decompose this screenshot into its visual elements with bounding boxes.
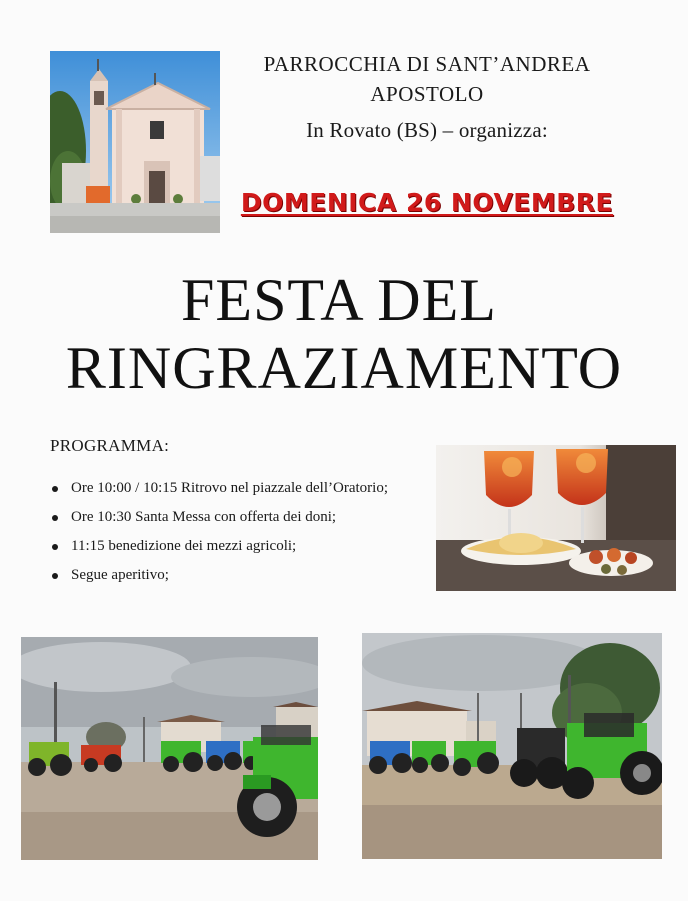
program-item: 11:15 benedizione dei mezzi agricoli; — [50, 532, 440, 561]
parish-name-line1: PARROCCHIA DI SANT’ANDREA — [263, 52, 591, 76]
parish-name-line2: APOSTOLO — [370, 82, 484, 106]
tractors-photo-left — [21, 637, 318, 860]
program-list — [50, 474, 440, 590]
title-line2: RINGRAZIAMENTO — [65, 335, 623, 401]
event-date: DOMENICA 26 NOVEMBRE — [240, 188, 614, 217]
program-heading: PROGRAMMA: — [50, 436, 170, 455]
program-item: Segue aperitivo; — [50, 561, 440, 590]
tractors-photo-right — [362, 633, 662, 859]
program-item: Ore 10:00 / 10:15 Ritrovo nel piazzale dell’Oratorio; — [50, 474, 440, 503]
aperitivo-photo — [436, 445, 676, 591]
program-item: Ore 10:30 Santa Messa con offerta dei doni; — [50, 503, 440, 532]
title-line1: FESTA DEL — [181, 267, 497, 333]
location-organizer: In Rovato (BS) – organizza: — [306, 118, 548, 142]
church-photo — [50, 51, 220, 233]
